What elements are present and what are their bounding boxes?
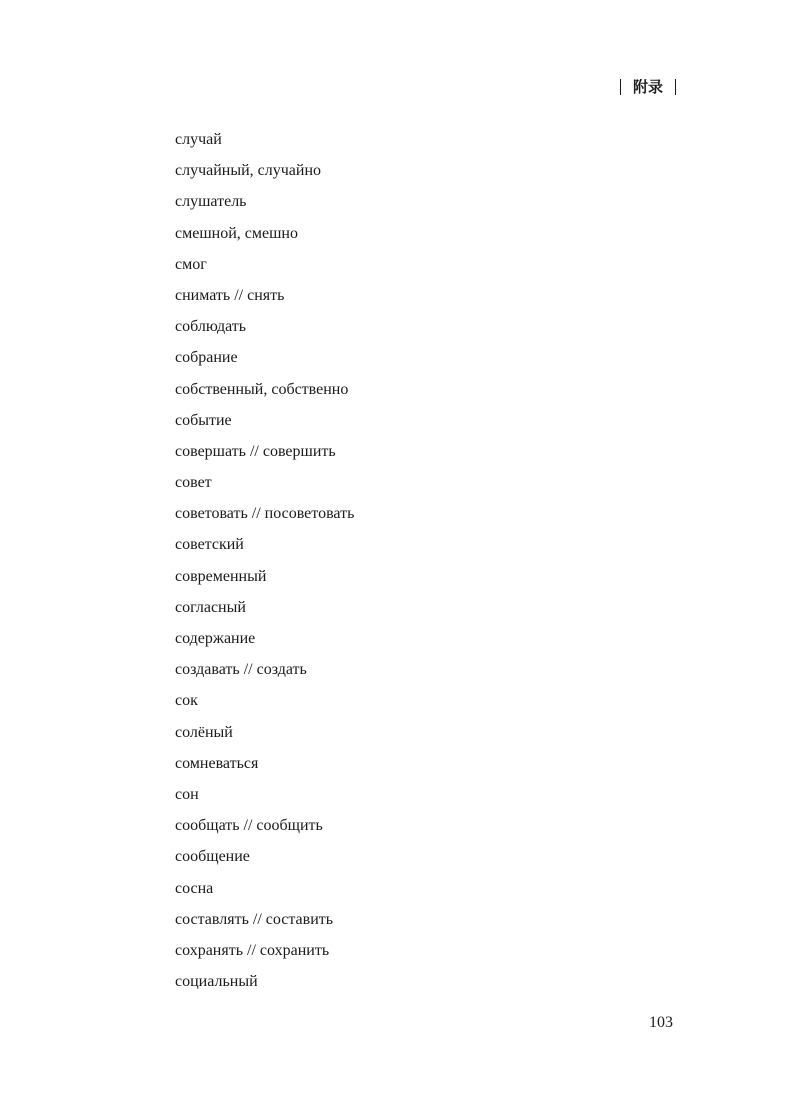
vocabulary-entry: сомневаться <box>175 754 259 772</box>
vocabulary-entry: снимать // снять <box>175 286 285 304</box>
vocabulary-entry: сосна <box>175 879 214 897</box>
vocabulary-entry: смешной, смешно <box>175 224 298 242</box>
vocabulary-entry: сообщать // сообщить <box>175 817 323 835</box>
vocabulary-entry: слушатель <box>175 193 247 211</box>
page-number: 103 <box>649 1014 673 1031</box>
header-section-title: 附录 <box>632 78 663 96</box>
vocabulary-entry: сок <box>175 692 198 710</box>
vocabulary-entry: событие <box>175 411 232 429</box>
vocabulary-entry: сообщение <box>175 848 250 866</box>
vocabulary-entry: солёный <box>175 723 233 741</box>
vocabulary-entry: собственный, собственно <box>175 380 349 398</box>
vocabulary-entry: советский <box>175 536 244 554</box>
vocabulary-entry: сохранять // сохранить <box>175 941 330 959</box>
vocabulary-entry: совершать // совершить <box>175 442 336 460</box>
vocabulary-entry: случайный, случайно <box>175 162 322 180</box>
vocabulary-entry: согласный <box>175 598 246 616</box>
vocabulary-entry: современный <box>175 567 267 585</box>
vocabulary-entry: собрание <box>175 349 238 367</box>
vocabulary-entry: случай <box>175 131 222 148</box>
vocabulary-entry: социальный <box>175 973 258 991</box>
vocabulary-entry: сон <box>175 785 199 803</box>
vocabulary-entry: совет <box>175 474 212 492</box>
vocabulary-entry: создавать // создать <box>175 661 307 679</box>
vocabulary-entry: советовать // посоветовать <box>175 505 355 523</box>
header-right-rule <box>675 79 676 95</box>
header-left-rule <box>620 79 621 95</box>
vocabulary-entry: составлять // составить <box>175 910 334 928</box>
vocabulary-entry: соблюдать <box>175 318 247 336</box>
running-header <box>620 76 676 97</box>
vocabulary-list <box>175 129 354 1002</box>
vocabulary-entry: содержание <box>175 630 256 647</box>
vocabulary-entry: смог <box>175 255 207 273</box>
